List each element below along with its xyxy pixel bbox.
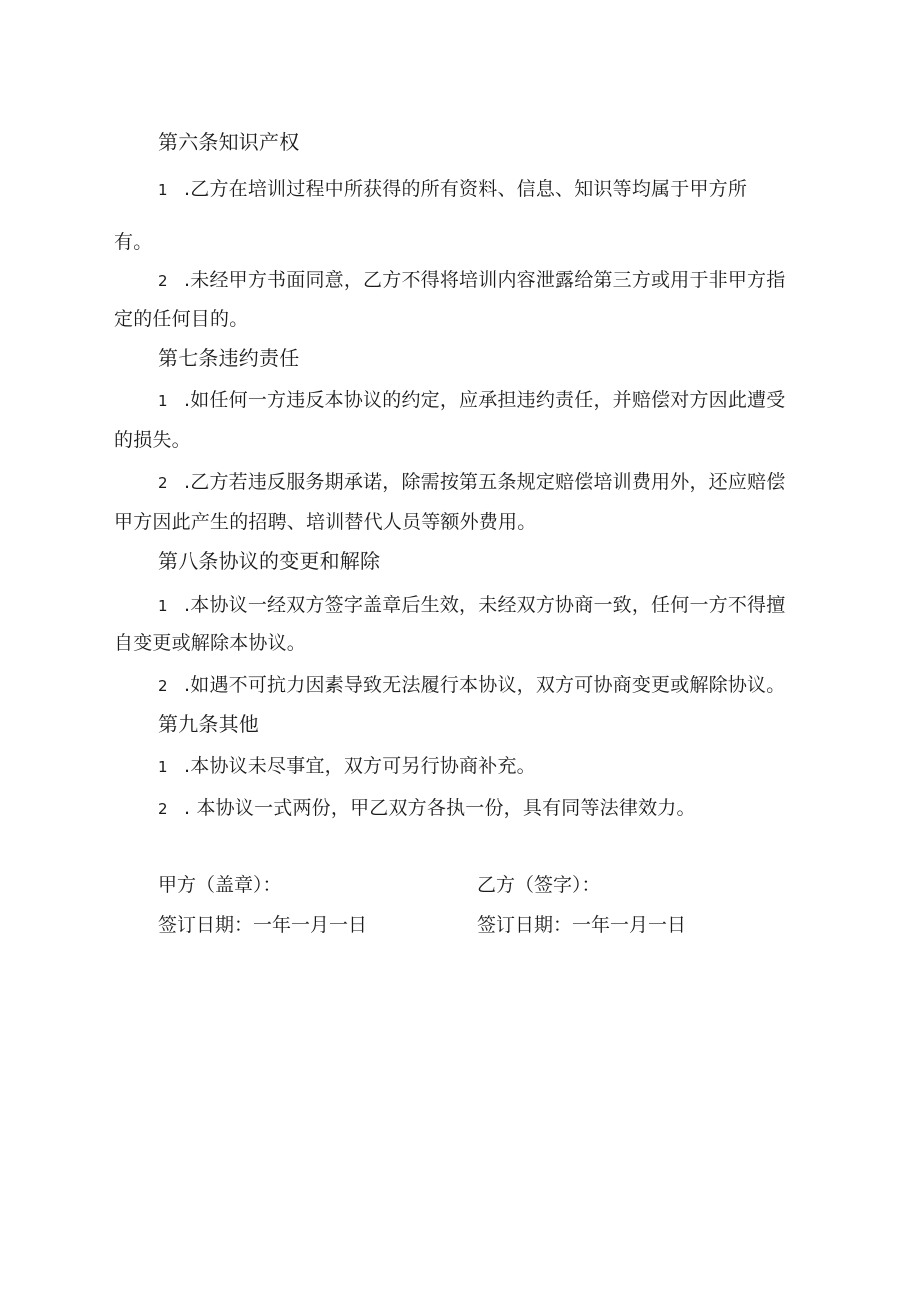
clause-7-2-cont: 甲方因此产生的招聘、培训替代人员等额外费用。 [114, 511, 537, 533]
clause-text: .乙方在培训过程中所获得的所有资料、信息、知识等均属于甲方所 [184, 178, 748, 200]
clause-number: 1 [158, 181, 168, 199]
clause-text: .如遇不可抗力因素导致无法履行本协议，双方可协商变更或解除协议。 [184, 674, 786, 696]
section-heading-7: 第七条违约责任 [158, 346, 300, 370]
clause-text: .未经甲方书面同意，乙方不得将培训内容泄露给第三方或用于非甲方指 [184, 269, 786, 291]
clause-text: .本协议未尽事宜，双方可另行协商补充。 [184, 755, 536, 777]
clause-number: 1 [158, 597, 168, 615]
clause-number: 1 [158, 392, 168, 410]
clause-number: 2 [158, 474, 168, 492]
clause-7-2 [158, 469, 785, 496]
clause-number: 2 [158, 272, 168, 290]
clause-text: .本协议一经双方签字盖章后生效，未经双方协商一致，任何一方不得擅 [184, 594, 786, 616]
clause-6-1-cont: 有。 [114, 231, 153, 253]
clause-number: 2 [158, 677, 168, 695]
clause-number: 1 [158, 758, 168, 776]
party-a-sign-date: 签订日期：一年一月一日 [158, 914, 368, 936]
clause-8-2 [158, 672, 785, 699]
party-a-seal-label: 甲方（盖章）： [158, 874, 282, 896]
clause-9-1 [158, 753, 536, 780]
clause-text: .乙方若违反服务期承诺，除需按第五条规定赔偿培训费用外，还应赔偿 [184, 471, 786, 493]
clause-text: .如任何一方违反本协议的约定，应承担违约责任，并赔偿对方因此遭受 [184, 389, 786, 411]
clause-8-1-cont: 自变更或解除本协议。 [114, 632, 307, 654]
party-b-sign-date: 签订日期：一年一月一日 [477, 914, 687, 936]
section-heading-9: 第九条其他 [158, 712, 259, 736]
clause-6-2 [158, 267, 785, 294]
clause-8-1 [158, 592, 785, 619]
section-heading-6: 第六条知识产权 [158, 130, 300, 154]
clause-9-2 [158, 795, 696, 822]
clause-7-1-cont: 的损失。 [114, 429, 191, 451]
section-heading-8: 第八条协议的变更和解除 [158, 549, 381, 573]
clause-text: . 本协议一式两份，甲乙双方各执一份，具有同等法律效力。 [184, 797, 696, 819]
clause-number: 2 [158, 800, 168, 818]
clause-6-2-cont: 定的任何目的。 [114, 308, 249, 330]
party-b-signature-label: 乙方（签字）： [477, 874, 601, 896]
clause-6-1 [158, 176, 747, 203]
clause-7-1 [158, 387, 785, 414]
